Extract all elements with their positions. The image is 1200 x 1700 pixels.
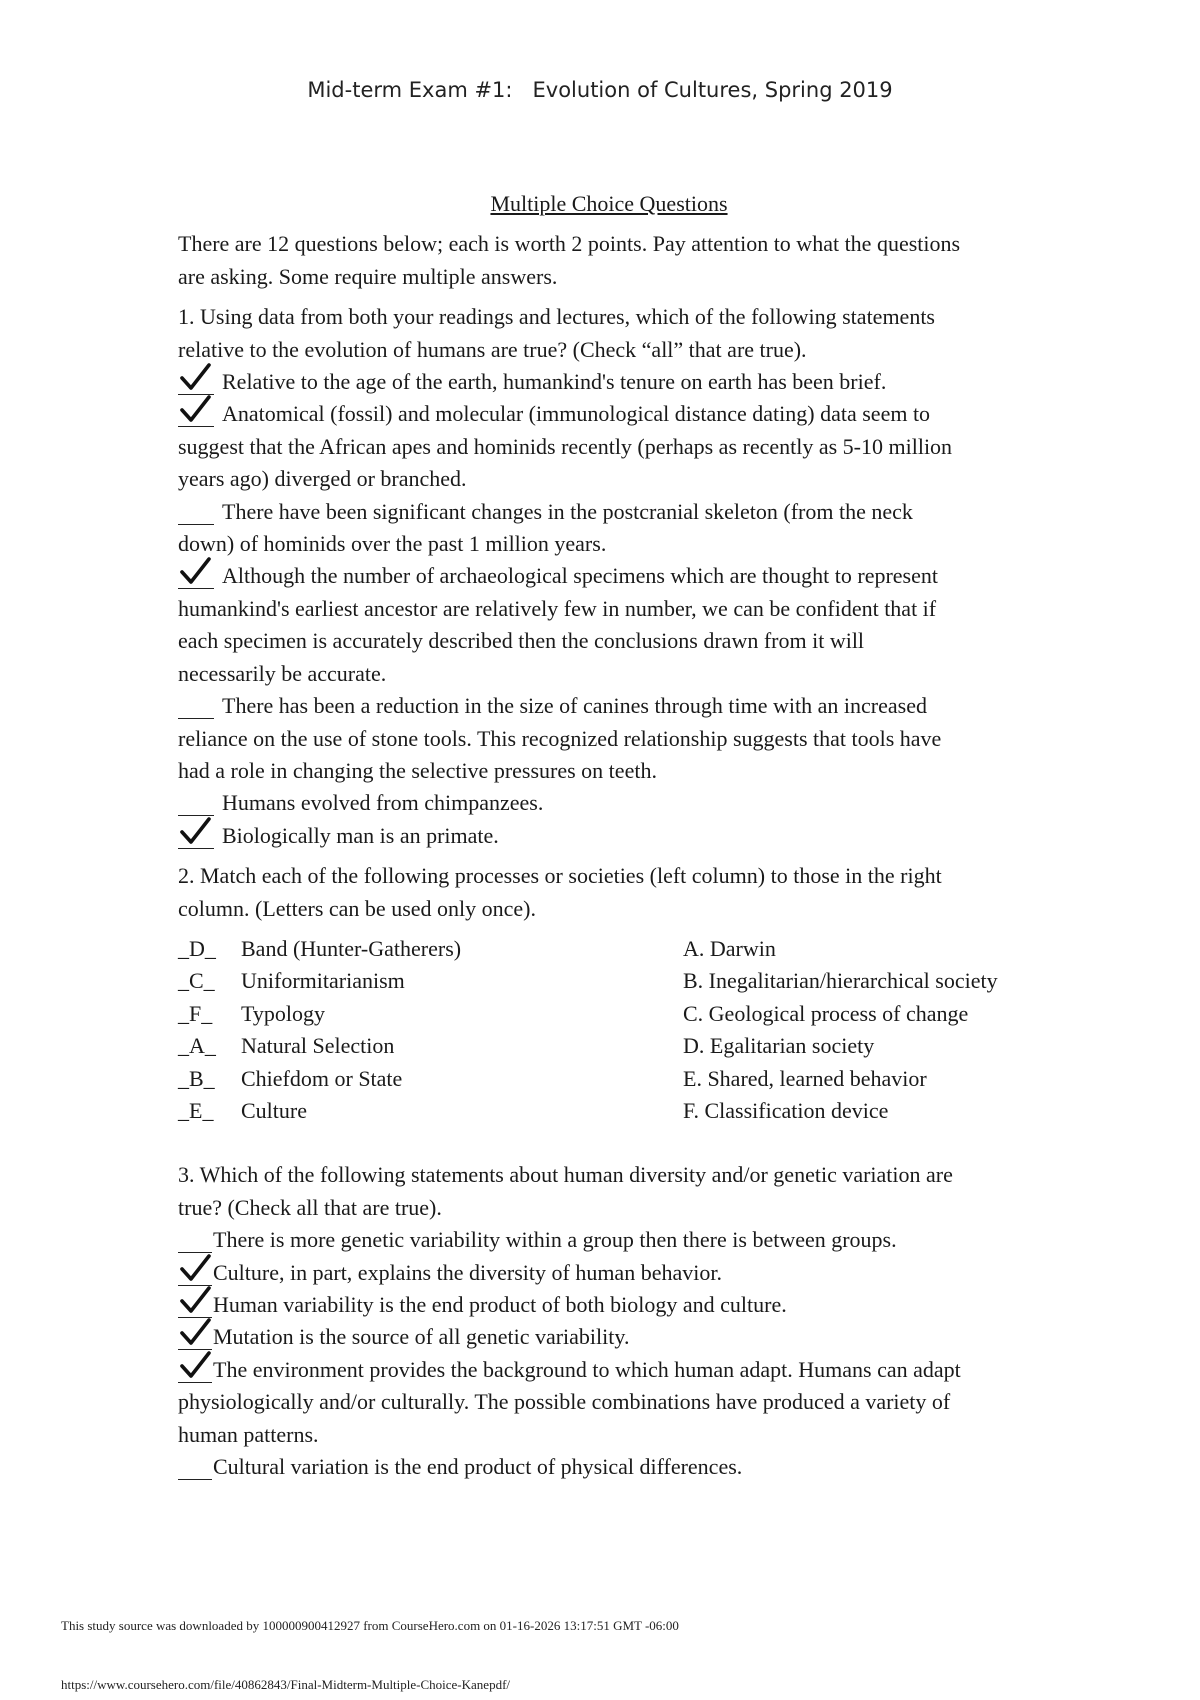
intro-line: There are 12 questions below; each is worth 2 points. Pay attention to what the questions <box>178 231 961 257</box>
question-prompt-line: 1. Using data from both your readings and lectures, which of the following statements <box>178 304 935 330</box>
option-text: years ago) diverged or branched. <box>178 466 467 492</box>
match-choice: A. Darwin <box>683 935 776 961</box>
match-answer: _F_ <box>178 1000 213 1026</box>
match-choice: D. Egalitarian society <box>683 1033 875 1059</box>
match-choice: C. Geological process of change <box>683 1000 969 1026</box>
question-prompt-line: relative to the evolution of humans are true? (Check “all” that are true). <box>178 336 807 362</box>
option-text: Anatomical (fossil) and molecular (immunological distance dating) data seem to <box>222 401 931 427</box>
answer-option <box>178 398 1040 495</box>
match-term: Culture <box>241 1097 307 1123</box>
answer-option <box>178 366 1040 398</box>
match-choice: B. Inegalitarian/hierarchical society <box>683 968 998 994</box>
checkmark-icon <box>179 1285 211 1315</box>
option-text: human patterns. <box>178 1421 319 1447</box>
answer-option <box>178 1321 1040 1353</box>
match-answer: _B_ <box>178 1065 215 1091</box>
question-prompt-line: 3. Which of the following statements about human diversity and/or genetic variation are <box>178 1162 953 1188</box>
checkmark-icon <box>179 556 211 586</box>
answer-option <box>178 1257 1040 1289</box>
option-text: humankind's earliest ancestor are relatively few in number, we can be confident that if <box>178 595 937 621</box>
answer-option <box>178 560 1040 690</box>
section-heading: Multiple Choice Questions <box>490 191 728 216</box>
match-term: Typology <box>241 1000 326 1026</box>
answer-checkbox[interactable] <box>178 400 214 427</box>
option-text: had a role in changing the selective pressures on teeth. <box>178 757 657 783</box>
option-text: There have been significant changes in the postcranial skeleton (from the neck <box>222 498 913 524</box>
match-term: Natural Selection <box>241 1033 395 1059</box>
matching-table <box>178 933 1040 1127</box>
question-3 <box>178 1159 1040 1483</box>
matching-row <box>178 965 683 997</box>
option-text: Humans evolved from chimpanzees. <box>222 790 544 816</box>
answer-option <box>178 1354 1040 1451</box>
page-title: Mid-term Exam #1: Evolution of Cultures, Spring 2019 <box>307 78 893 102</box>
answer-option <box>178 496 1040 561</box>
answer-checkbox[interactable] <box>178 1453 212 1480</box>
match-choice: F. Classification device <box>683 1097 889 1123</box>
option-text: Human variability is the end product of both biology and culture. <box>213 1292 787 1317</box>
footer-url[interactable]: https://www.coursehero.com/file/40862843/Final-Midterm-Multiple-Choice-Kanepdf/ <box>61 1677 511 1692</box>
option-text: Relative to the age of the earth, humankind's tenure on earth has been brief. <box>222 369 887 395</box>
question-prompt-line: 2. Match each of the following processes or societies (left column) to those in the right <box>178 863 942 889</box>
matching-left-column <box>178 933 683 1127</box>
matching-row <box>178 998 683 1030</box>
option-text: down) of hominids over the past 1 million years. <box>178 531 607 557</box>
question-prompt-line: column. (Letters can be used only once). <box>178 895 536 921</box>
matching-row <box>178 1063 683 1095</box>
answer-option <box>178 690 1040 787</box>
answer-option <box>178 1289 1040 1321</box>
match-answer: _C_ <box>178 968 215 994</box>
match-choice: E. Shared, learned behavior <box>683 1065 927 1091</box>
option-text: Mutation is the source of all genetic variability. <box>213 1324 630 1350</box>
option-text: each specimen is accurately described then the conclusions drawn from it will <box>178 628 865 654</box>
matching-row <box>178 1095 683 1127</box>
checkmark-icon <box>179 394 211 424</box>
intro-line: are asking. Some require multiple answers. <box>178 263 558 289</box>
answer-checkbox[interactable] <box>178 498 214 525</box>
answer-option <box>178 787 1040 819</box>
match-term: Band (Hunter-Gatherers) <box>241 935 462 961</box>
intro-paragraph <box>178 228 1040 293</box>
matching-row <box>178 933 683 965</box>
answer-checkbox[interactable] <box>178 822 214 849</box>
question-prompt-line: true? (Check all that are true). <box>178 1194 442 1220</box>
answer-option <box>178 1451 1040 1483</box>
answer-checkbox[interactable] <box>178 692 214 719</box>
option-text: suggest that the African apes and hominids recently (perhaps as recently as 5-10 million <box>178 433 953 459</box>
checkmark-icon <box>179 816 211 846</box>
answer-checkbox[interactable] <box>178 562 214 589</box>
match-answer: _A_ <box>178 1033 216 1059</box>
answer-checkbox[interactable] <box>178 789 214 816</box>
question-1 <box>178 301 1040 852</box>
option-text: Although the number of archaeological specimens which are thought to represent <box>222 563 938 589</box>
checkmark-icon <box>179 1253 211 1283</box>
match-answer: _E_ <box>178 1097 214 1123</box>
answer-checkbox[interactable] <box>178 1356 212 1383</box>
answer-option <box>178 1224 1040 1256</box>
matching-row <box>178 1030 683 1062</box>
match-term: Uniformitarianism <box>241 968 405 994</box>
question-2-prompt <box>178 860 1040 925</box>
answer-checkbox[interactable] <box>178 1259 212 1286</box>
checkmark-icon <box>179 1317 211 1347</box>
answer-checkbox[interactable] <box>178 1323 212 1350</box>
option-text: physiologically and/or culturally. The possible combinations have produced a variety of <box>178 1389 951 1415</box>
answer-checkbox[interactable] <box>178 368 214 395</box>
option-text: Culture, in part, explains the diversity of human behavior. <box>213 1259 722 1285</box>
answer-option <box>178 820 1040 852</box>
answer-checkbox[interactable] <box>178 1291 212 1318</box>
option-text: The environment provides the background to which human adapt. Humans can adapt <box>213 1356 961 1382</box>
option-text: There is more genetic variability within a group then there is between groups. <box>213 1227 897 1253</box>
exam-content <box>178 188 1040 1491</box>
option-text: reliance on the use of stone tools. This recognized relationship suggests that tools have <box>178 725 942 751</box>
answer-checkbox[interactable] <box>178 1226 212 1253</box>
checkmark-icon <box>179 1350 211 1380</box>
option-text: Cultural variation is the end product of physical differences. <box>213 1454 743 1480</box>
match-answer: _D_ <box>178 935 216 961</box>
option-text: Biologically man is an primate. <box>222 822 499 848</box>
checkmark-icon <box>179 362 211 392</box>
option-text: There has been a reduction in the size of canines through time with an increased <box>222 693 927 719</box>
footer-source-note: This study source was downloaded by 100000900412927 from CourseHero.com on 01-16-2026 13:17:51 GMT -06:00 <box>61 1618 679 1633</box>
matching-right-column <box>683 933 1040 1127</box>
match-term: Chiefdom or State <box>241 1065 403 1091</box>
option-text: necessarily be accurate. <box>178 660 387 686</box>
